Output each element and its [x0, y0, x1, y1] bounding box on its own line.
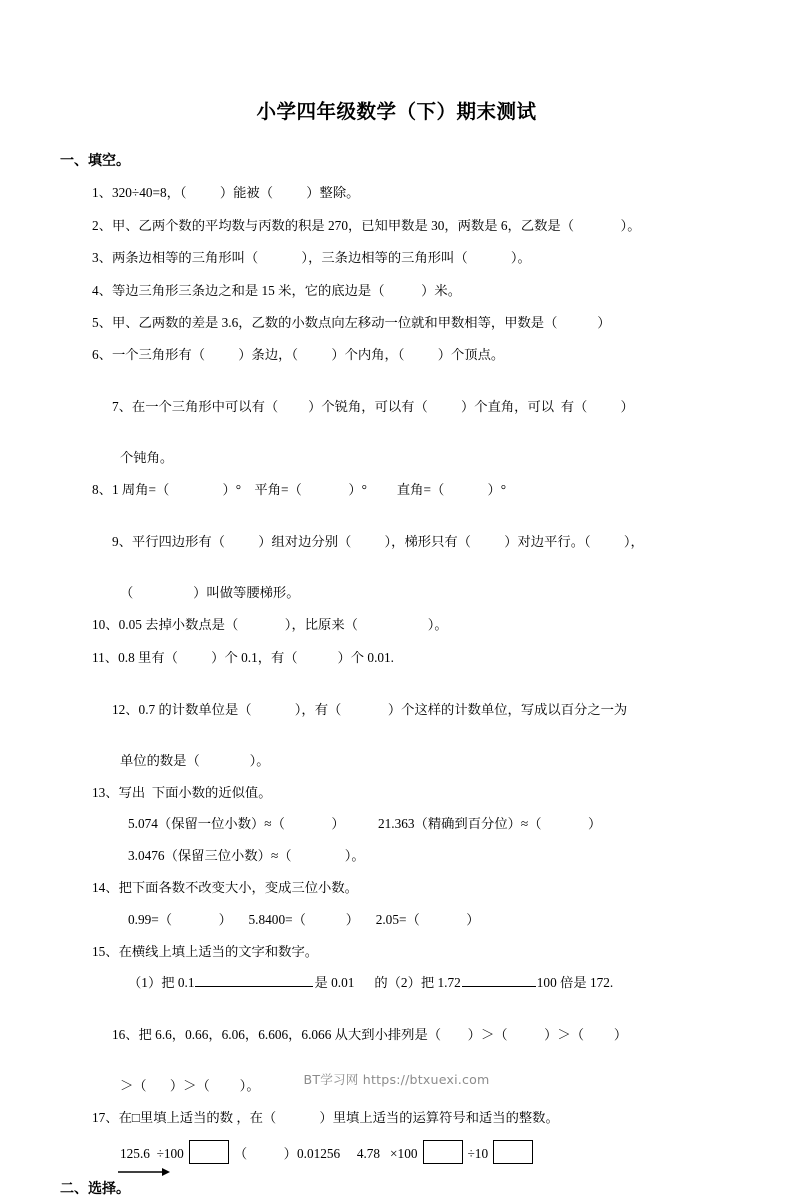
question-15-part-1-pre: （1）把 0.1: [128, 975, 195, 991]
question-15: 15、在横线上填上适当的文字和数字。: [92, 943, 319, 959]
question-17-expression-row: [52, 1140, 741, 1164]
question-17-expr-b: （ ）0.01256: [233, 1145, 341, 1161]
question-15-parts: [52, 973, 741, 992]
question-14: 14、把下面各数不改变大小，变成三位小数。: [92, 880, 358, 896]
question-9-line-2: （ ）叫做等腰梯形。: [120, 585, 300, 601]
question-12-line-1: 12、0.7 的计数单位是（ ），有（ ）个这样的计数单位，写成以百分之一为: [111, 701, 628, 717]
answer-box-1[interactable]: [189, 1140, 229, 1164]
question-8: 8、1 周角=（ ）° 平角=（ ）° 直角=（ ）°: [92, 482, 507, 498]
question-11: 11、0.8 里有（ ）个 0.1，有（ ）个 0.01.: [92, 649, 395, 665]
question-15-part-1: [128, 975, 354, 990]
question-17-expr-c: 4.78 ×100: [356, 1145, 418, 1161]
section-heading-fill-in-blank: 一、填空。: [60, 152, 130, 169]
question-16-line-2: ＞（ ）＞（ ）。: [120, 1077, 260, 1093]
question-7-line-1: 7、在一个三角形中可以有（ ）个锐角，可以有（ ）个直角，可以 有（ ）: [111, 399, 634, 415]
question-15-part-2: [374, 975, 613, 990]
question-16-line-1: 16、把 6.6，0.66，6.06，6.606，6.066 从大到小排列是（ ）＞（ ）＞（ ）: [111, 1027, 628, 1043]
question-6: 6、一个三角形有（ ）条边，（ ）个内角，（ ）个顶点。: [92, 347, 505, 363]
question-1: 1、320÷40=8，（ ）能被（ ）整除。: [92, 185, 360, 201]
question-13-line-2: 3.0476（保留三位小数）≈（ ）。: [128, 847, 365, 863]
question-7: [52, 378, 741, 436]
question-12: [52, 680, 741, 738]
question-15-part-2-post: 100 倍是 172.: [536, 975, 614, 991]
question-15-blank-2[interactable]: [462, 974, 536, 988]
question-4: 4、等边三角形三条边之和是 15 米，它的底边是（ ）米。: [92, 282, 461, 298]
question-16: [52, 1006, 741, 1064]
section-heading-choice: 二、选择。: [60, 1179, 130, 1196]
answer-box-3[interactable]: [493, 1140, 533, 1164]
question-2: 2、甲、乙两个数的平均数与丙数的积是 270，已知甲数是 30，两数是 6，乙数是（ ）。: [92, 217, 641, 233]
question-13-line-1: 5.074（保留一位小数）≈（ ） 21.363（精确到百分位）≈（ ）: [128, 816, 602, 832]
question-17-expr-d: ÷10: [467, 1145, 489, 1161]
question-9-line-1: 9、平行四边形有（ ）组对边分别（ ），梯形只有（ ）对边平行。（ ），: [111, 534, 644, 550]
question-14-line-1: 0.99=（ ） 5.8400=（ ） 2.05=（ ）: [128, 911, 480, 927]
question-3: 3、两条边相等的三角形叫（ ），三条边相等的三角形叫（ ）。: [92, 250, 531, 266]
question-5: 5、甲、乙两数的差是 3.6，乙数的小数点向左移动一位就和甲数相等，甲数是（ ）: [92, 315, 611, 331]
question-15-blank-1[interactable]: [195, 974, 313, 988]
question-10: 10、0.05 去掉小数点是（ ），比原来（ ）。: [92, 617, 448, 633]
question-17-expr-a: 125.6 ÷100: [120, 1145, 184, 1161]
site-footer: BT学习网 https://btxuexi.com: [303, 1072, 490, 1087]
question-7-line-2: 个钝角。: [120, 450, 174, 466]
fill-in-blank-question-list: [52, 183, 741, 1163]
right-arrow-icon: [118, 1167, 170, 1177]
question-13: 13、写出 下面小数的近似值。: [92, 784, 272, 800]
answer-box-2[interactable]: [423, 1140, 463, 1164]
question-17: 17、在□里填上适当的数 ，在（ ）里填上适当的运算符号和适当的整数。: [92, 1110, 559, 1126]
question-9: [52, 513, 741, 571]
question-12-line-2: 单位的数是（ ）。: [120, 752, 270, 768]
page-title: 小学四年级数学（下）期末测试: [256, 101, 537, 123]
question-15-part-1-post: 是 0.01: [314, 975, 355, 991]
question-15-part-2-pre: 的（2）把 1.72: [374, 975, 461, 991]
